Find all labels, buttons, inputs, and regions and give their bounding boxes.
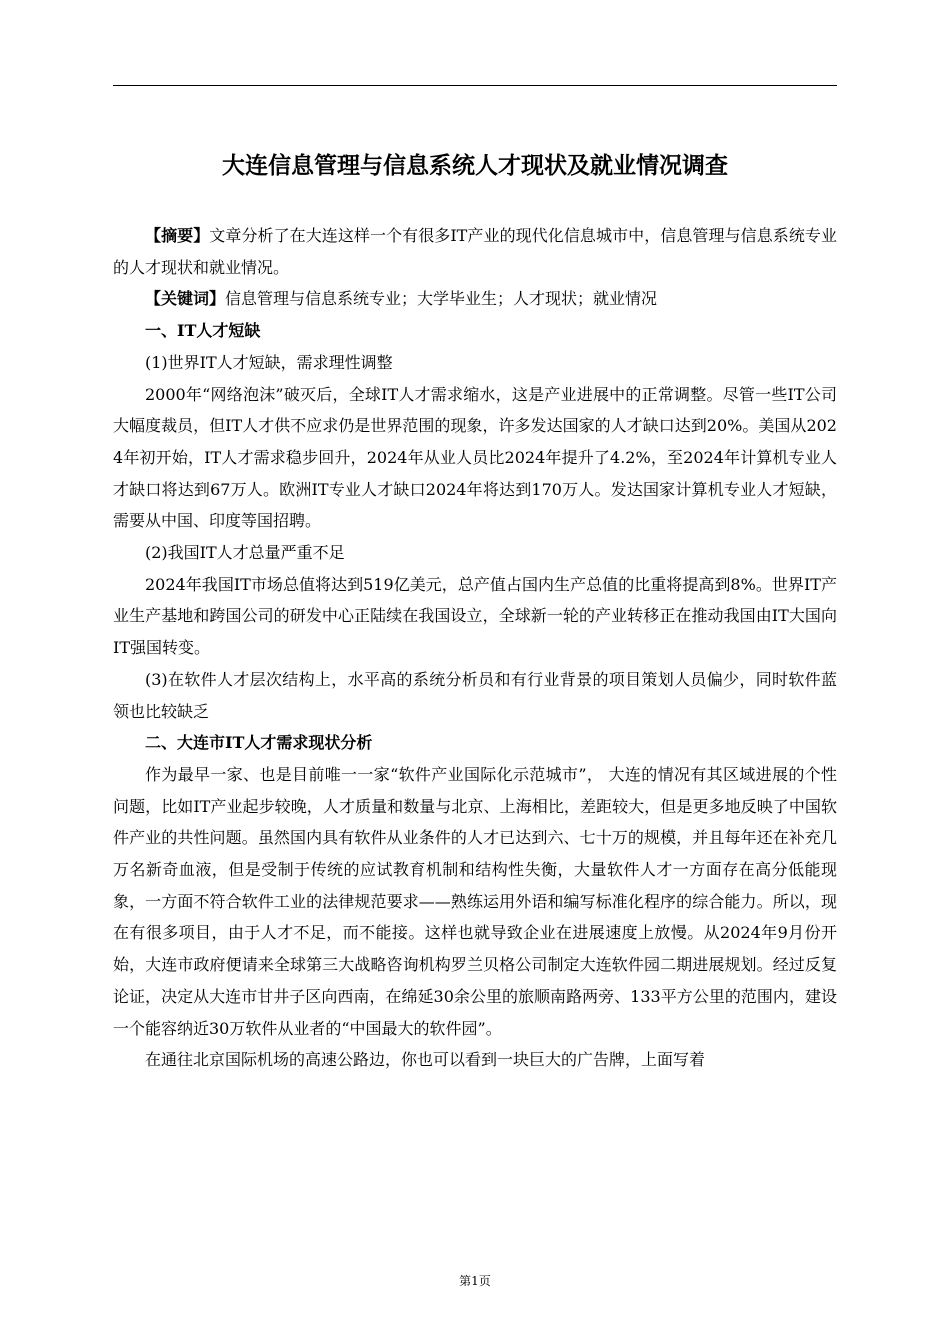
abstract-paragraph xyxy=(113,220,837,283)
page-number: 第1页 xyxy=(459,1274,491,1288)
abstract-text: 文章分析了在大连这样一个有很多IT产业的现代化信息城市中，信息管理与信息系统专业的人才现状和就业情况。 xyxy=(113,226,837,277)
abstract-label: 【摘要】 xyxy=(145,226,210,245)
body-paragraph-3: 作为最早一家、也是目前唯一一家“软件产业国际化示范城市”， 大连的情况有其区域进展的个性问题，比如IT产业起步较晚，人才质量和数量与北京、上海相比，差距较大，但是更多地反映了中国软件产业的共性问题。虽然国内具有软件从业条件的人才已达到六、七十万的规模，并且每年还在补充几万名新奇血液，但是受制于传统的应试教育机制和结构性失衡，大量软件人才一方面存在高分低能现象，一方面不符合软件工业的法律规范要求——熟练运用外语和编写标准化程序的综合能力。所以，现在有很多项目，由于人才不足，而不能接。这样也就导致企业在进展速度上放慢。从2024年9月份开始，大连市政府便请来全球第三大战略咨询机构罗兰贝格公司制定大连软件园二期进展规划。经过反复论证，决定从大连市甘井子区向西南，在绵延30余公里的旅顺南路两旁、133平方公里的范围内，建设一个能容纳近30万软件从业者的“中国最大的软件园”。 xyxy=(113,764,837,1038)
subheading-3: (3)在软件人才层次结构上，水平高的系统分析员和有行业背景的项目策划人员偏少，同时软件蓝领也比较缺乏 xyxy=(113,669,837,721)
subheading-1: (1)世界IT人才短缺，需求理性调整 xyxy=(145,352,393,372)
subheading-2: (2)我国IT人才总量严重不足 xyxy=(145,543,345,563)
body-paragraph-1: 2000年“网络泡沫”破灭后，全球IT人才需求缩水，这是产业进展中的正常调整。尽管一些IT公司大幅度裁员，但IT人才供不应求仍是世界范围的现象，许多发达国家的人才缺口达到20%。美国从2024年初开始，IT人才需求稳步回升，2024年从业人员比2024年提升了4.2%，至2024年计算机专业人才缺口将达到67万人。欧洲IT专业人才缺口2024年将达到170万人。发达国家计算机专业人才短缺，需要从中国、印度等国招聘。 xyxy=(113,384,837,531)
document-title: 大连信息管理与信息系统人才现状及就业情况调查 xyxy=(222,153,728,179)
keywords-text: 信息管理与信息系统专业；大学毕业生；人才现状；就业情况 xyxy=(225,289,658,309)
body-paragraph-2: 2024年我国IT市场总值将达到519亿美元，总产值占国内生产总值的比重将提高到8%。世界IT产业生产基地和跨国公司的研发中心正陆续在我国设立，全球新一轮的产业转移正在推动我国由IT大国向IT强国转变。 xyxy=(113,574,837,658)
header-rule xyxy=(113,85,837,86)
body-paragraph-4: 在通往北京国际机场的高速公路边，你也可以看到一块巨大的广告牌，上面写着 xyxy=(145,1050,706,1070)
keywords-paragraph xyxy=(113,283,837,315)
document-body xyxy=(113,220,837,1076)
keywords-label: 【关键词】 xyxy=(145,289,226,309)
section-heading-2: 二、大连市IT人才需求现状分析 xyxy=(145,733,373,753)
section-heading-1: 一、IT人才短缺 xyxy=(145,321,261,341)
